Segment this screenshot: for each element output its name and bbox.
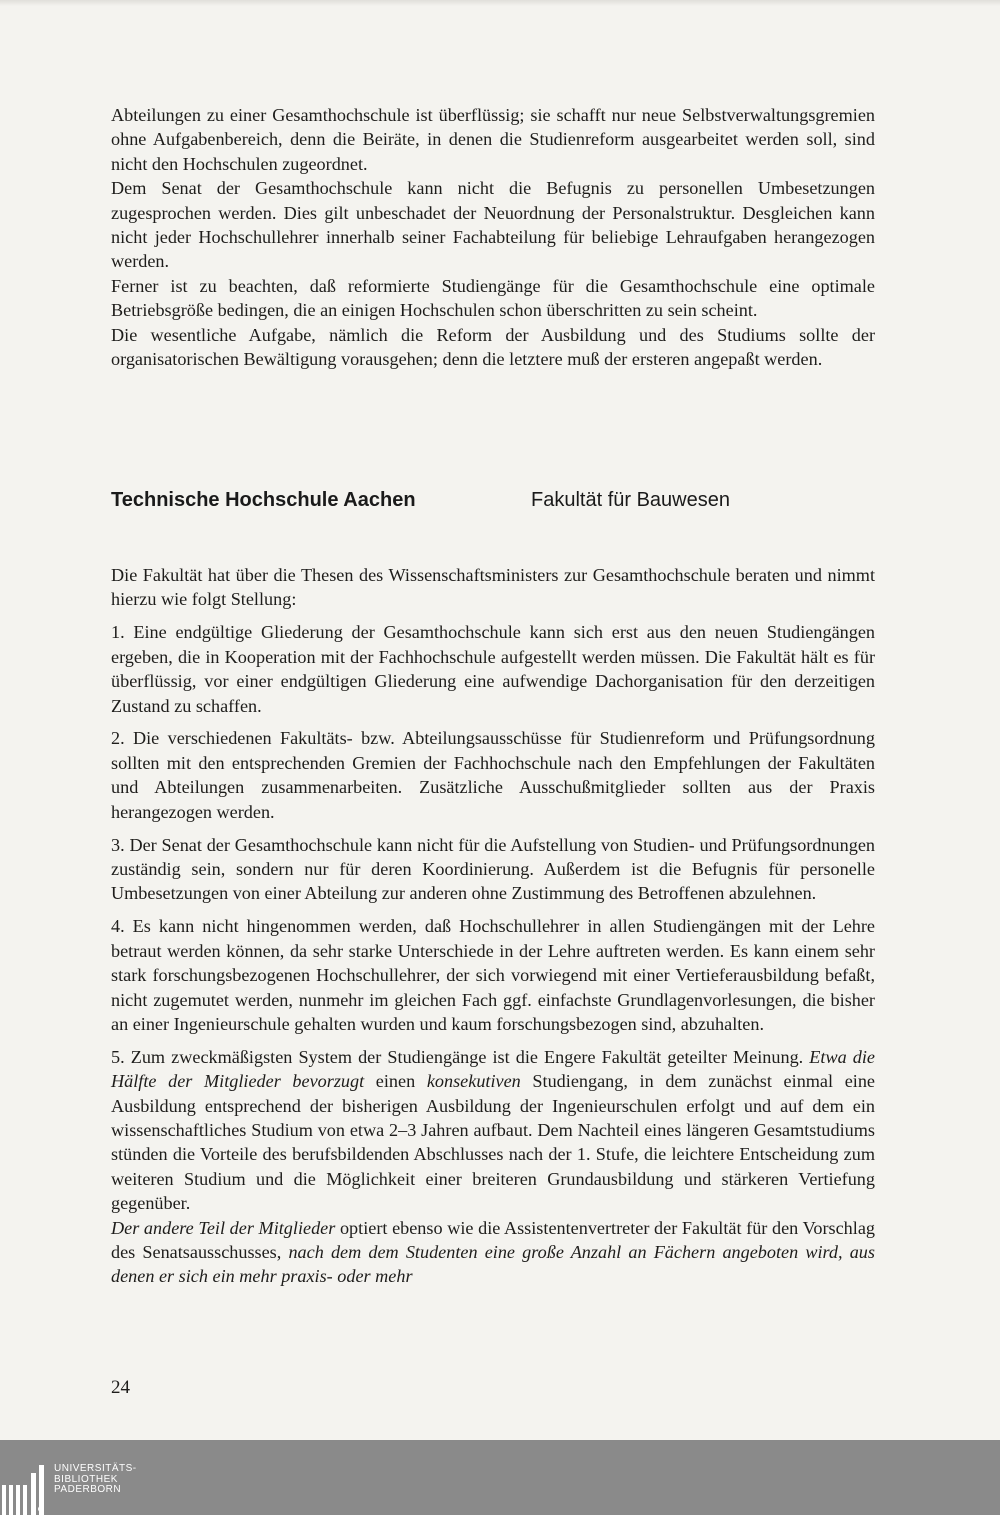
point-5-rest: Studiengang, in dem zunächst einmal eine Ausbildung entsprechend der bisherigen Ausbildung der Ingenieurschulen erfolgt und auf dem ein wissenschaftliches Studium von etwa 2–3 Jahren aufbaut. Dem Nachteil eines längeren Gesamtstudiums stünden die Vorteile des berufsbildenden Abschlusses nach der 1. Stufe, die leichtere Entscheidung zum weiteren Studium und die Möglichkeit einer breiteren Grundausbildung und stärkeren Vertiefung gegenüber. — [111, 1071, 875, 1214]
point-5-emphasis-2: konsekutiven — [426, 1071, 521, 1092]
point-5b-mid: optiert ebenso wie die Assistentenvertreter der Fakultät für den Vorschlag des Senatsausschusses, — [111, 1217, 875, 1263]
opening-paragraph: Die Fakultät hat über die Thesen des Wissenschaftsministers zur Gesamthochschule beraten und nimmt hierzu wie folgt Stellung: — [111, 565, 875, 610]
intro-paragraph: Abteilungen zu einer Gesamthochschule ist überflüssig; sie schafft nur neue Selbstverwaltungsgremien ohne Aufgabenbereich, denn die Beiräte, in denen die Studienreform ausgearbeitet werden soll, sind nicht den Hochschulen zugeordnet. — [111, 105, 875, 174]
page-number: 24 — [111, 1377, 130, 1398]
library-name-line-1: UNIVERSITÄTS- — [54, 1463, 137, 1474]
logo-dot-icon — [38, 1506, 44, 1512]
library-footer-bar — [0, 1440, 1000, 1515]
point-4-paragraph: 4. Es kann nicht hingenommen werden, daß Hochschullehrer in allen Studiengängen mit der Lehre betraut werden können, da sehr starke Unterschiede in der Lehre auftreten werden. Es kann einem sehr stark forschungsbezogenen Hochschullehrer, der sich vorwiegend mit einer Vertieferausbildung befaßt, nicht zugemutet werden, nunmehr im gleichen Fach ggf. einfachste Grundlagenvorlesungen, die bisher an einer Ingenieurschule gehalten wurden und kaum forschungsbezogen sind, abzuhalten. — [111, 916, 875, 1034]
point-5-mid: einen — [364, 1071, 427, 1092]
point-5-paragraph — [111, 1045, 875, 1216]
statement-text-block — [111, 563, 875, 1289]
library-name-line-3: PADERBORN — [54, 1484, 122, 1495]
point-5-lead: 5. Zum zweckmäßigsten System der Studiengänge ist die Engere Fakultät geteilter Meinung. — [111, 1046, 810, 1067]
point-2-paragraph: 2. Die verschiedenen Fakultäts- bzw. Abteilungsausschüsse für Studienreform und Prüfungsordnung sollten mit den entsprechenden Gremien der Fachhochschule nach den Empfehlungen der Fakultäten und Abteilungen zusammenarbeiten. Zusätzliche Ausschußmitglieder sollten aus der Praxis herangezogen werden. — [111, 728, 875, 822]
point-5-continuation-paragraph — [111, 1216, 875, 1289]
intro-paragraph: Dem Senat der Gesamthochschule kann nicht die Befugnis zu personellen Umbesetzungen zugesprochen werden. Dies gilt unbeschadet der Neuordnung der Personalstruktur. Desgleichen kann nicht jeder Hochschullehrer innerhalb seiner Fachabteilung für beliebige Lehraufgaben herangezogen werden. — [111, 178, 875, 272]
intro-paragraph: Die wesentliche Aufgabe, nämlich die Reform der Ausbildung und des Studiums sollte der organisatorischen Bewältigung vorausgehen; denn die letztere muß der ersteren angepaßt werden. — [111, 324, 875, 370]
point-1-paragraph: 1. Eine endgültige Gliederung der Gesamthochschule kann sich erst aus den neuen Studiengängen ergeben, die in Kooperation mit der Fachhochschule aufgestellt werden müssen. Die Fakultät hält es für überflüssig, vor einer endgültigen Gliederung eine aufwendige Dachorganisation für den derzeitigen Zustand zu schaffen. — [111, 622, 875, 716]
point-3-paragraph: 3. Der Senat der Gesamthochschule kann nicht für die Aufstellung von Studien- und Prüfungsordnungen zuständig sein, sondern nur für deren Koordinierung. Außerdem ist die Befugnis für personelle Umbesetzungen von einer Abteilung zur anderen ohne Zustimmung des Betroffenen abzulehnen. — [111, 834, 875, 904]
library-name-line-2: BIBLIOTHEK — [54, 1473, 118, 1485]
scan-edge — [0, 0, 1000, 6]
section-heading-institution: Technische Hochschule Aachen — [111, 489, 416, 511]
section-heading-faculty: Fakultät für Bauwesen — [531, 489, 730, 511]
point-5b-emphasis-1: Der andere Teil der Mitglieder — [111, 1217, 336, 1238]
intro-paragraph: Ferner ist zu beachten, daß reformierte Studiengänge für die Gesamthochschule eine optimale Betriebsgröße bedingen, die an einigen Hochschulen schon überschritten zu sein scheint. — [111, 275, 875, 321]
point-5b-emphasis-2: nach dem dem Studenten eine große Anzahl an Fächern angeboten wird, aus denen er sich ein mehr praxis- oder mehr — [111, 1242, 875, 1287]
intro-text-block — [111, 103, 875, 371]
point-5-emphasis-1: Etwa die Hälfte der Mitglieder bevorzugt — [111, 1046, 875, 1092]
library-name — [54, 1464, 137, 1496]
